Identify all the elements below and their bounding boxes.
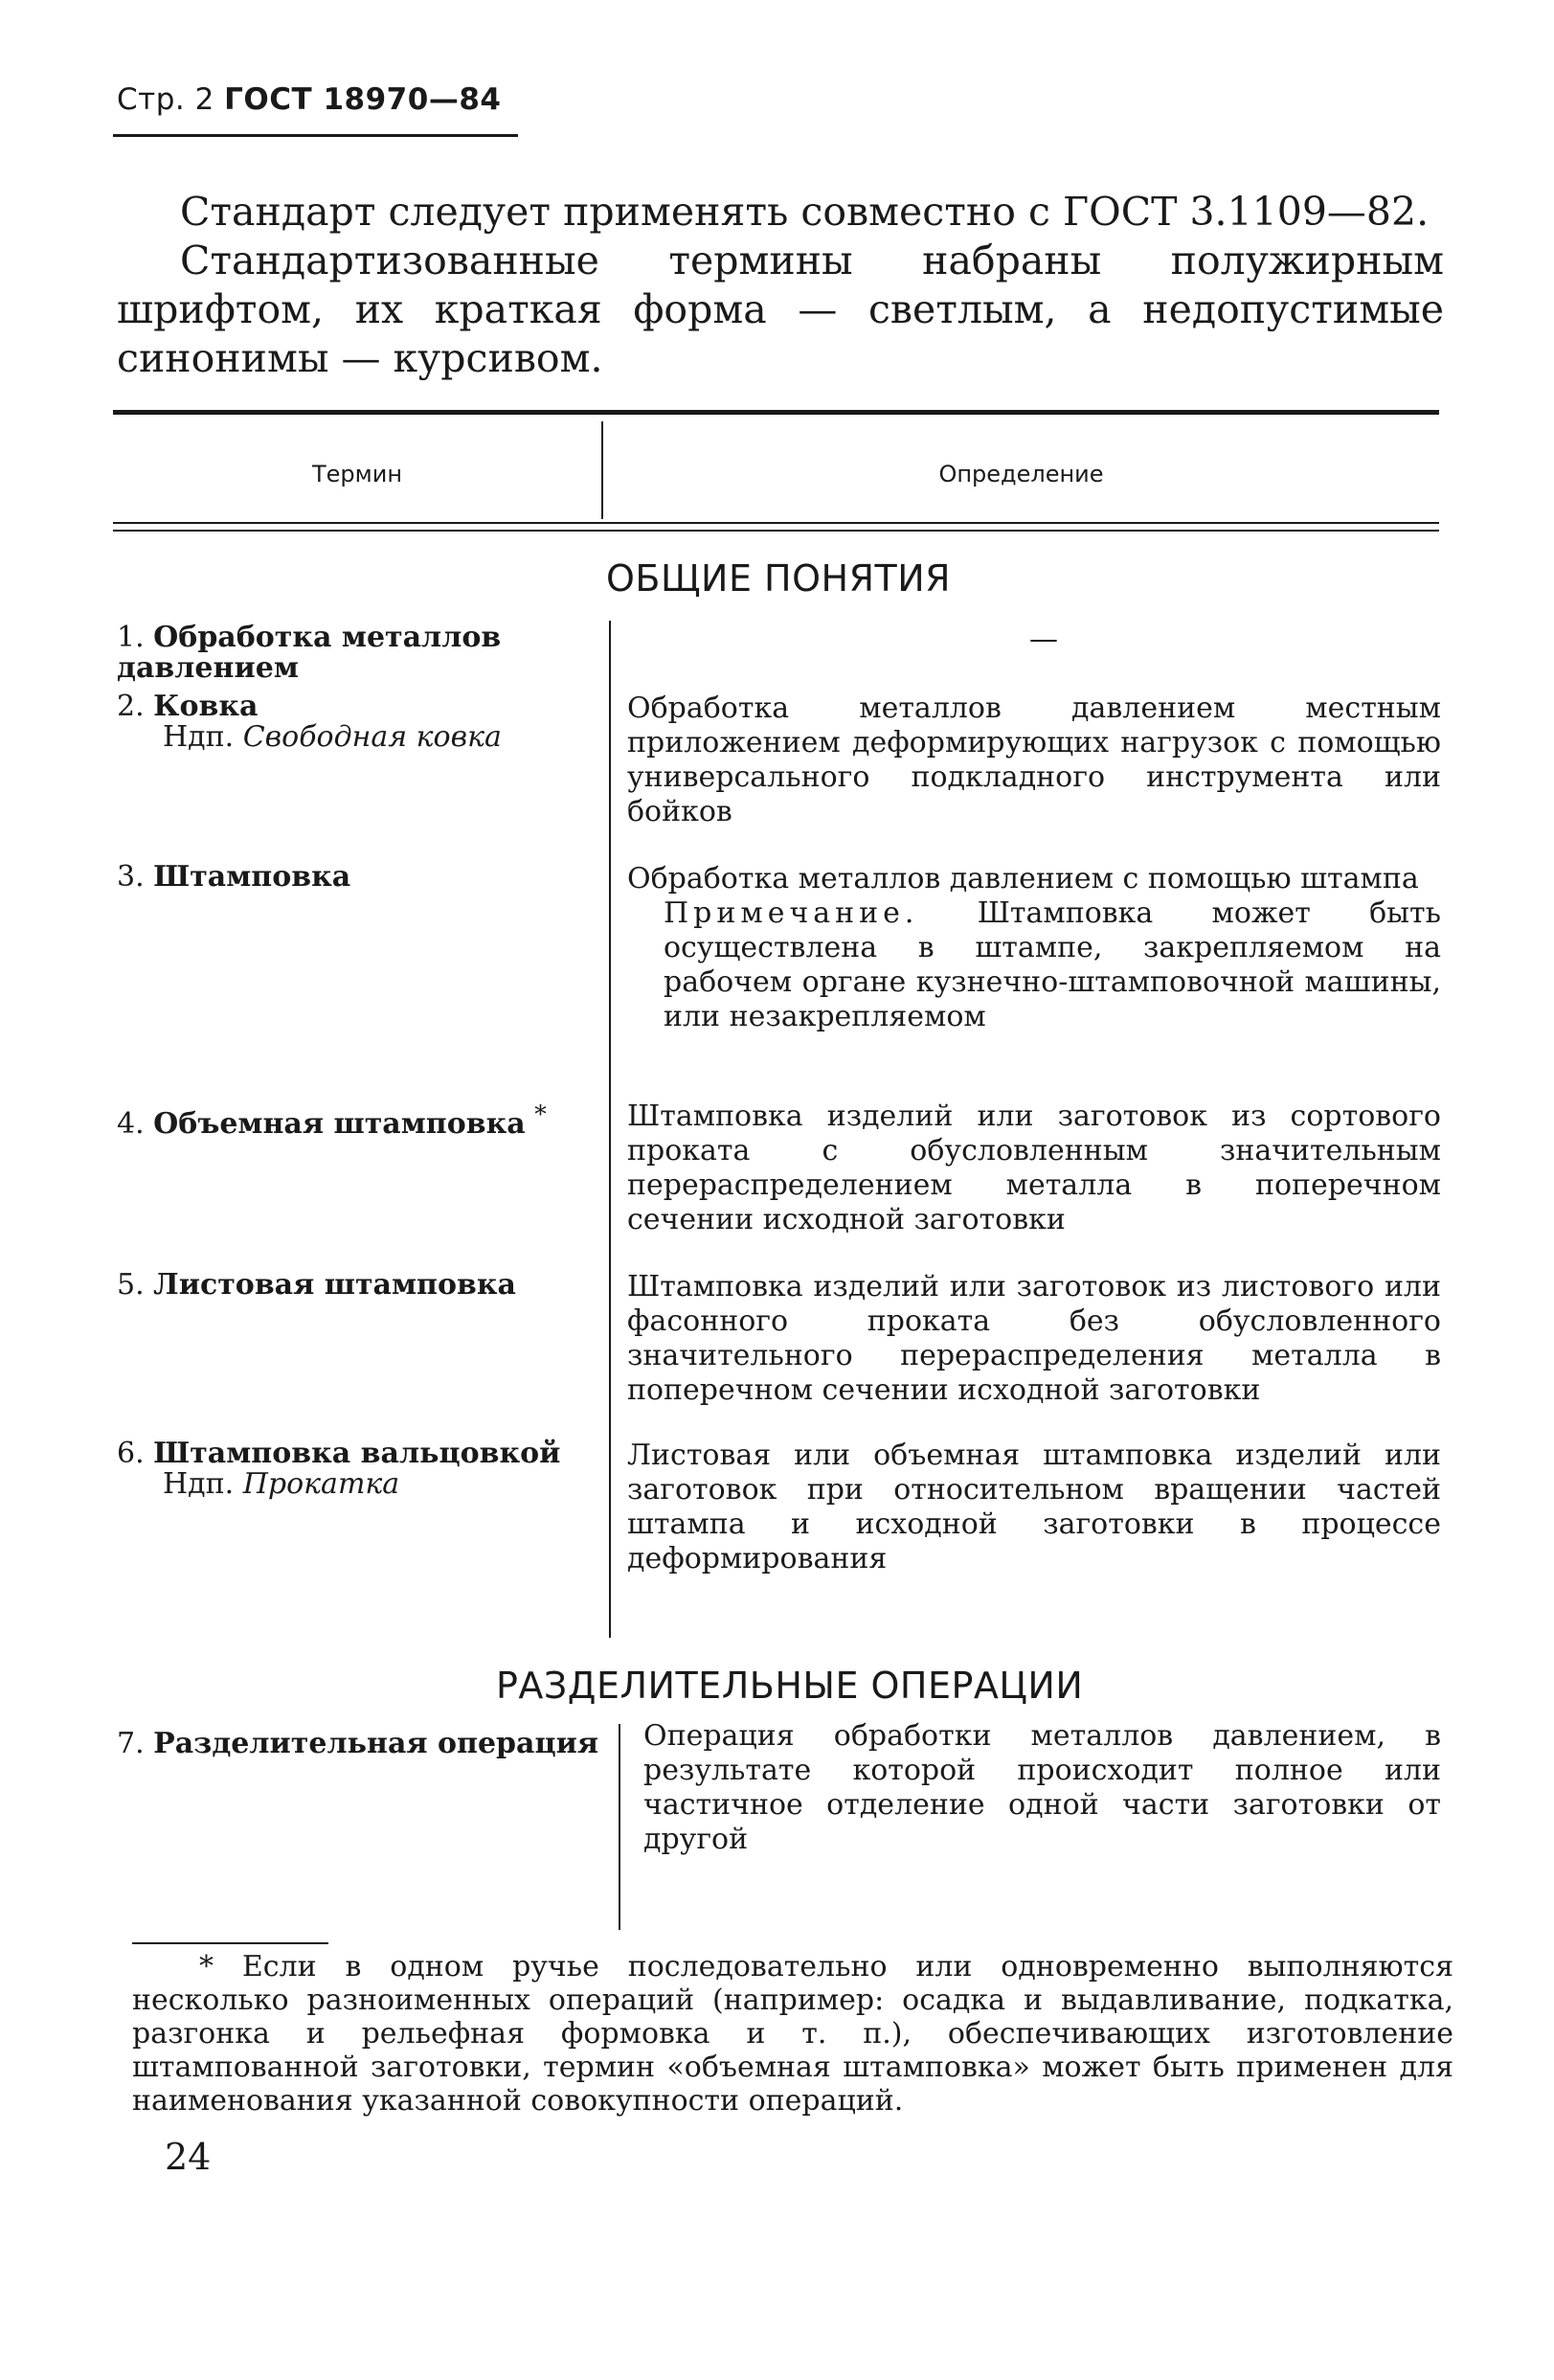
term-5-number: 5. bbox=[117, 1268, 145, 1302]
term-6-number: 6. bbox=[117, 1437, 145, 1470]
section-title-general: ОБЩИЕ ПОНЯТИЯ bbox=[606, 557, 952, 600]
term-3-number: 3. bbox=[117, 860, 145, 894]
term-2 bbox=[117, 691, 596, 753]
term-5 bbox=[117, 1270, 596, 1301]
standard-number: ГОСТ 18970—84 bbox=[224, 82, 502, 117]
term-2-number: 2. bbox=[117, 690, 145, 723]
term-3-name: Штамповка bbox=[153, 860, 351, 894]
column-definition-header: Определение bbox=[938, 461, 1104, 487]
footnote-rule bbox=[132, 1942, 328, 1944]
table-header-rule-1 bbox=[113, 522, 1439, 524]
term-7 bbox=[117, 1729, 615, 1759]
term-3-note-label: Примечание. bbox=[664, 896, 919, 930]
page-label: Стр. 2 bbox=[117, 82, 214, 117]
header-rule bbox=[113, 134, 518, 137]
term-4 bbox=[117, 1099, 596, 1140]
term-5-definition: Штамповка изделий или заготовок из листового или фасонного проката без обусловленного значительного перераспределения металла в поперечном сечении исходной заготовки bbox=[627, 1270, 1441, 1407]
section-title-separating: РАЗДЕЛИТЕЛЬНЫЕ ОПЕРАЦИИ bbox=[496, 1665, 1084, 1707]
term-1-name: Обработка металлов давлением bbox=[117, 621, 502, 685]
term-7-name: Разделительная операция bbox=[153, 1727, 599, 1760]
column-term-header: Термин bbox=[311, 461, 403, 487]
term-2-ndp-synonym: Свободная ковка bbox=[242, 720, 502, 754]
term-1-definition: — bbox=[1029, 623, 1058, 656]
term-3-note bbox=[627, 896, 1441, 1034]
term-5-name: Листовая штамповка bbox=[153, 1268, 516, 1302]
term-4-definition: Штамповка изделий или заготовок из сортового проката с обусловленным значительным перераспределением металла в поперечном сечении исходной заготовки bbox=[627, 1099, 1441, 1236]
term-6-ndp-label: Ндп. bbox=[163, 1467, 235, 1501]
term-3-definition-text: Обработка металлов давлением с помощью штампа bbox=[627, 862, 1419, 895]
table-top-rule bbox=[113, 410, 1439, 415]
intro-line-1: Стандарт следует применять совместно с ГОСТ 3.1109—82. bbox=[180, 189, 1430, 235]
term-3 bbox=[117, 862, 596, 893]
term-3-note-text: Штамповка может быть осуществлена в штампе, закрепляемом на рабочем органе кузнечно-штамповочной машины, или незакрепляемом bbox=[664, 896, 1441, 1033]
term-7-number: 7. bbox=[117, 1727, 145, 1760]
column-divider-separating bbox=[619, 1724, 620, 1930]
term-6-ndp bbox=[117, 1469, 596, 1500]
column-divider-general bbox=[609, 621, 611, 1638]
term-1-number: 1. bbox=[117, 621, 145, 654]
term-6-name: Штамповка вальцовкой bbox=[153, 1437, 561, 1470]
term-4-number: 4. bbox=[117, 1107, 145, 1141]
term-6-definition: Листовая или объемная штамповка изделий или заготовок при относительном вращении частей штампа и исходной заготовки в процессе деформирования bbox=[627, 1439, 1441, 1575]
table-header-rule-2 bbox=[113, 530, 1439, 532]
footnote: * Если в одном ручье последовательно или одновременно выполняются несколько разноименных операций (например: осадка и выдавливание, подкатка, разгонка и рельефная формовка и т. п.), обеспечивающих изготовление штампованной заготовки, термин «объемная штамповка» может быть применен для наименования указанной совокупности операций. bbox=[132, 1950, 1453, 2118]
page-number: 24 bbox=[165, 2136, 212, 2178]
term-2-definition: Обработка металлов давлением местным приложением деформирующих нагрузок с помощью универсального подкладного инструмента или бойков bbox=[627, 691, 1441, 828]
term-6 bbox=[117, 1439, 596, 1500]
term-2-name: Ковка bbox=[153, 690, 259, 723]
term-3-definition bbox=[627, 862, 1441, 1034]
term-4-footnote-mark: * bbox=[534, 1100, 547, 1128]
term-6-ndp-synonym: Прокатка bbox=[242, 1467, 400, 1501]
term-1 bbox=[117, 623, 596, 684]
term-2-ndp-label: Ндп. bbox=[163, 720, 235, 754]
term-2-ndp bbox=[117, 722, 596, 753]
term-4-name: Объемная штамповка bbox=[153, 1107, 526, 1141]
intro-paragraph: Стандартизованные термины набраны полужирным шрифтом, их краткая форма — светлым, а недопустимые синонимы — курсивом. bbox=[117, 238, 1444, 381]
page-header bbox=[117, 82, 501, 117]
term-7-definition: Операция обработки металлов давлением, в результате которой происходит полное или частичное отделение одной части заготовки от другой bbox=[643, 1719, 1441, 1856]
